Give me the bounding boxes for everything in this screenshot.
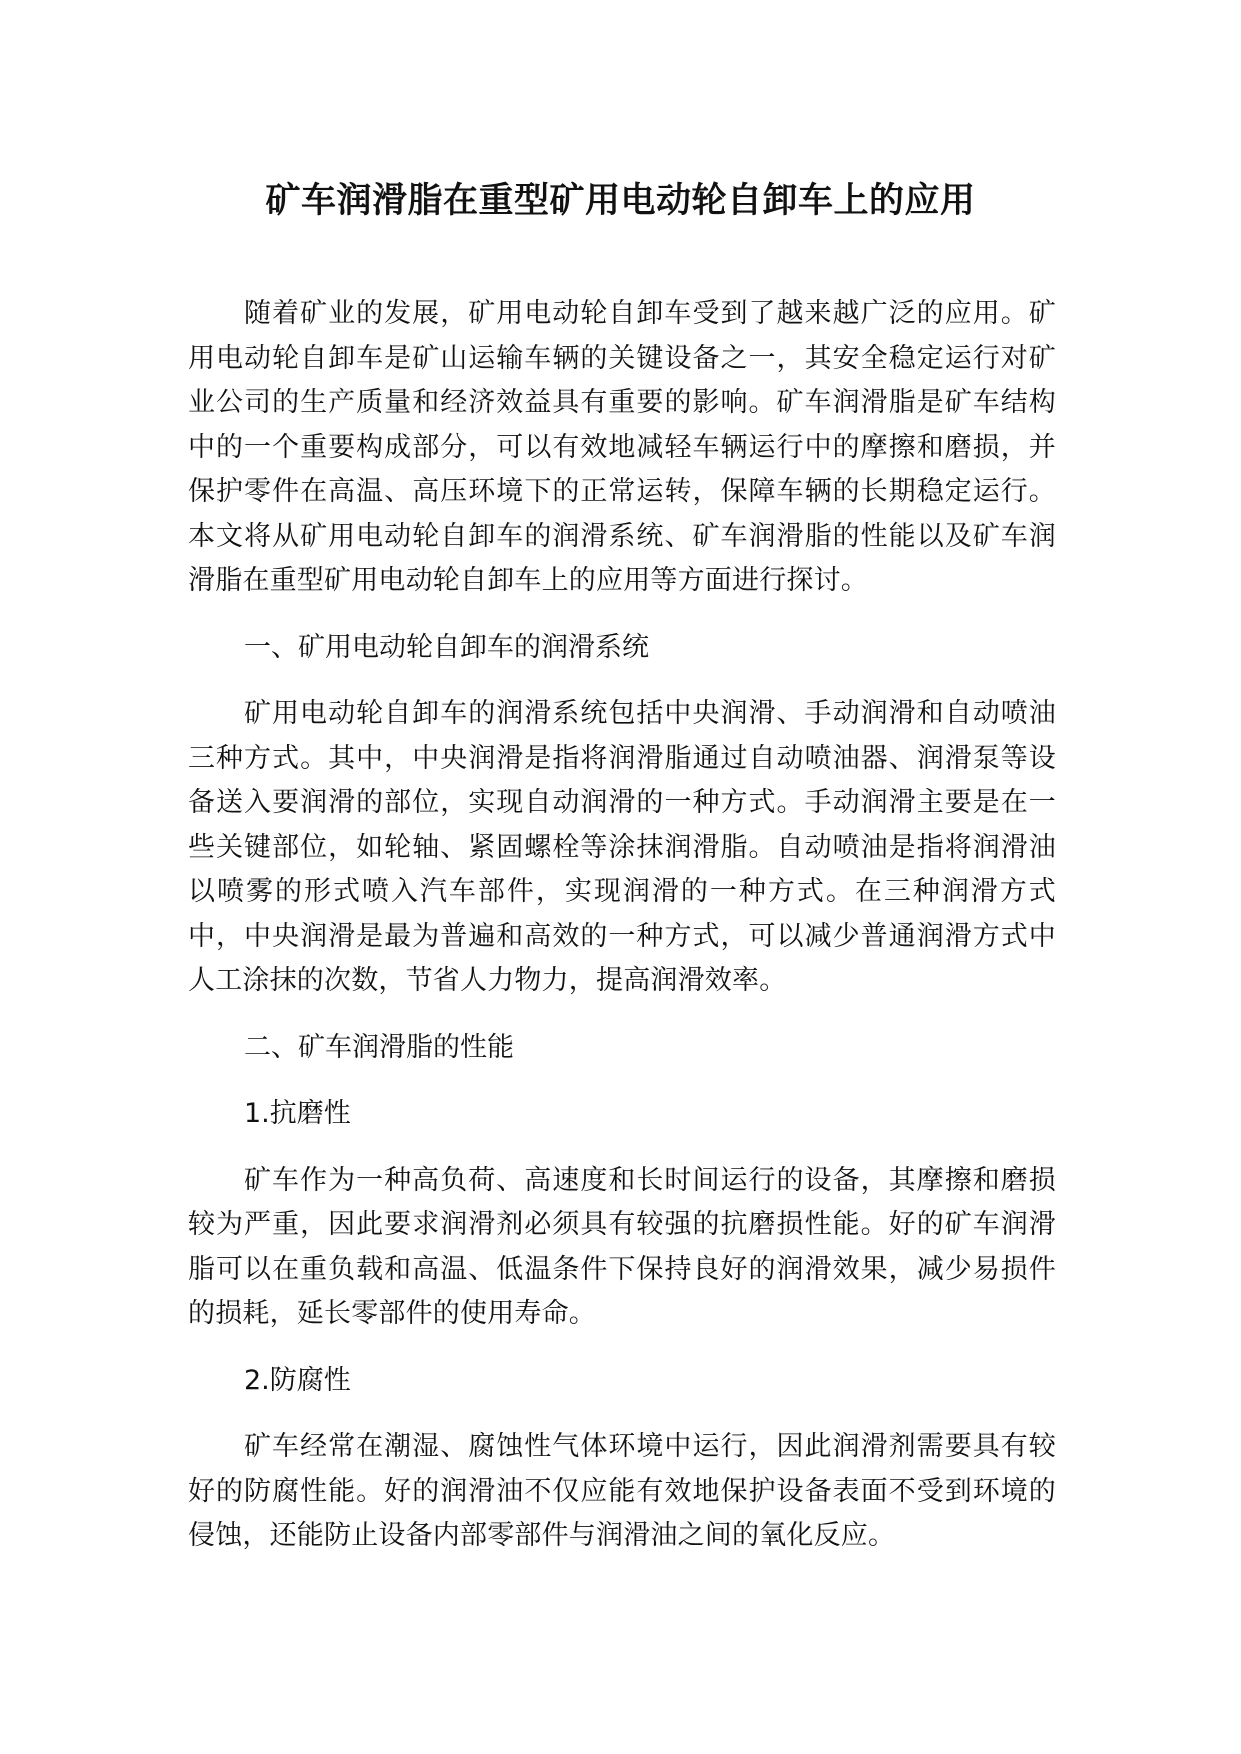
section-heading-grease-performance: 二、矿车润滑脂的性能 bbox=[244, 1031, 514, 1063]
intro-paragraph: 随着矿业的发展，矿用电动轮自卸车受到了越来越广泛的应用。矿用电动轮自卸车是矿山运输车辆的关键设备之一，其安全稳定运行对矿业公司的生产质量和经济效益具有重要的影响。矿车润滑脂是矿车结构中的一个重要构成部分，可以有效地减轻车辆运行中的摩擦和磨损，并保护零件在高温、高压环境下的正常运转，保障车辆的长期稳定运行。本文将从矿用电动轮自卸车的润滑系统、矿车润滑脂的性能以及矿车润滑脂在重型矿用电动轮自卸车上的应用等方面进行探讨。 bbox=[188, 298, 1056, 596]
lubrication-system-paragraph: 矿用电动轮自卸车的润滑系统包括中央润滑、手动润滑和自动喷油三种方式。其中，中央润滑是指将润滑脂通过自动喷油器、润滑泵等设备送入要润滑的部位，实现自动润滑的一种方式。手动润滑主要是在一些关键部位，如轮轴、紧固螺栓等涂抹润滑脂。自动喷油是指将润滑油以喷雾的形式喷入汽车部件，实现润滑的一种方式。在三种润滑方式中，中央润滑是最为普遍和高效的一种方式，可以减少普通润滑方式中人工涂抹的次数，节省人力物力，提高润滑效率。 bbox=[188, 698, 1056, 996]
section-heading-lubrication-system: 一、矿用电动轮自卸车的润滑系统 bbox=[244, 631, 649, 663]
document-title: 矿车润滑脂在重型矿用电动轮自卸车上的应用 bbox=[265, 181, 976, 221]
subheading-corrosion-resistance: 2.防腐性 bbox=[244, 1364, 351, 1396]
wear-resistance-paragraph: 矿车作为一种高负荷、高速度和长时间运行的设备，其摩擦和磨损较为严重，因此要求润滑剂必须具有较强的抗磨损性能。好的矿车润滑脂可以在重负载和高温、低温条件下保持良好的润滑效果，减少易损件的损耗，延长零部件的使用寿命。 bbox=[188, 1164, 1056, 1329]
document-body bbox=[188, 292, 1056, 1559]
corrosion-resistance-paragraph: 矿车经常在潮湿、腐蚀性气体环境中运行，因此润滑剂需要具有较好的防腐性能。好的润滑油不仅应能有效地保护设备表面不受到环境的侵蚀，还能防止设备内部零部件与润滑油之间的氧化反应。 bbox=[188, 1431, 1056, 1551]
subheading-wear-resistance: 1.抗磨性 bbox=[244, 1098, 351, 1129]
